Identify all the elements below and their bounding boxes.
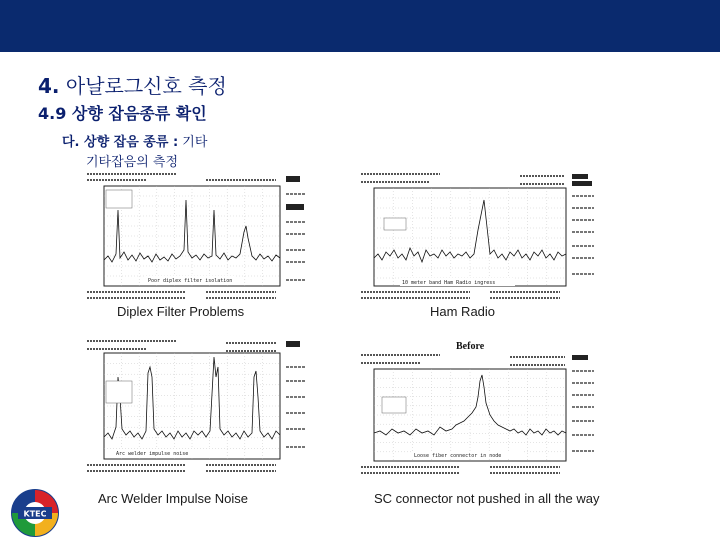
top-banner: [0, 0, 720, 52]
caption-sc-connector: SC connector not pushed in all the way: [374, 491, 600, 506]
logo-text: KTEC: [23, 509, 47, 519]
item-heading-bold: 다. 상향 잡음 종류 :: [62, 135, 179, 150]
before-label: Before: [456, 341, 485, 352]
spectrum-screenshot-sc-connector: [360, 337, 600, 477]
section-number: 4.: [38, 74, 60, 98]
ktec-logo: [10, 488, 60, 538]
inner-label-sc: Loose fiber connector in node: [414, 453, 502, 459]
spectrum-screenshot-arc-welder: [86, 337, 312, 475]
subsection-title: 4.9 상향 잡음종류 확인: [38, 104, 207, 123]
inner-label-ham: 10 meter band Ham Radio ingress: [402, 280, 496, 286]
spectrum-screenshot-ham-radio: [360, 170, 600, 302]
inner-label-arc: Arc welder impulse noise: [116, 451, 189, 457]
section-title: [38, 70, 227, 99]
section-title-text: 아날로그신호 측정: [59, 74, 227, 98]
caption-diplex: Diplex Filter Problems: [117, 304, 245, 319]
spectrum-screenshot-diplex: [86, 170, 312, 302]
caption-ham-radio: Ham Radio: [430, 304, 496, 319]
item-heading-text: 기타: [178, 135, 208, 150]
caption-arc-welder: Arc Welder Impulse Noise: [98, 491, 249, 506]
inner-label-diplex: Poor diplex filter isolation: [148, 278, 233, 284]
item-heading: [62, 131, 207, 150]
item-subheading: 기타잡음의 측정: [86, 155, 179, 170]
